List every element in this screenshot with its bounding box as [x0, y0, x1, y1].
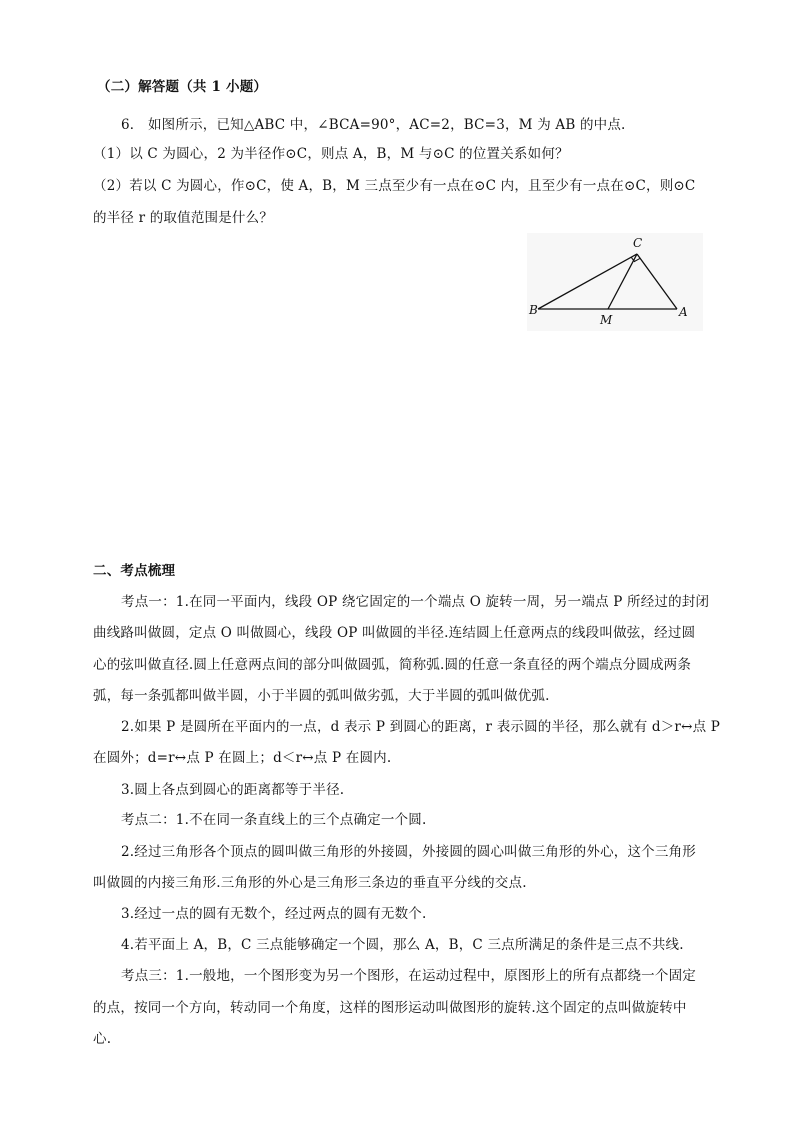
kp3-line-2: 的点，按同一个方向，转动同一个角度，这样的图形运动叫做图形的旋转.这个固定的点叫做旋转中 — [93, 1000, 687, 1016]
kp2-line-5: 4.若平面上 A，B，C 三点能够确定一个圆，那么 A，B，C 三点所满足的条件是三点不共线. — [121, 937, 684, 953]
label-c: C — [633, 236, 643, 250]
kp1-line-4: 弧，每一条弧都叫做半圆，小于半圆的弧叫做劣弧，大于半圆的弧叫做优弧. — [93, 688, 550, 704]
label-a: A — [679, 305, 688, 319]
problem-6-part-1: （1）以 C 为圆心，2 为半径作⊙C，则点 A，B，M 与⊙C 的位置关系如何？ — [93, 146, 569, 162]
kp1-line-7: 3.圆上各点到圆心的距离都等于半径. — [121, 782, 345, 798]
kp1-line-3: 心的弦叫做直径.圆上任意两点间的部分叫做圆弧，简称弧.圆的任意一条直径的两个端点分圆成两条 — [93, 657, 692, 673]
section-heading-key-points: 二、考点梳理 — [93, 563, 176, 579]
kp1-line-5: 2.如果 P 是圆所在平面内的一点，d 表示 P 到圆心的距离，r 表示圆的半径，那么就有 d＞r↔点 P — [121, 719, 721, 735]
kp1-line-6: 在圆外；d=r↔点 P 在圆上；d＜r↔点 P 在圆内. — [93, 750, 392, 766]
label-m: M — [600, 313, 613, 327]
kp1-line-2: 曲线路叫做圆，定点 O 叫做圆心，线段 OP 叫做圆的半径.连结圆上任意两点的线段叫做弦，经过圆 — [93, 625, 696, 641]
problem-6-part-2-line-2: 的半径 r 的取值范围是什么？ — [93, 210, 274, 226]
kp2-line-4: 3.经过一点的圆有无数个，经过两点的圆有无数个. — [121, 906, 427, 922]
kp2-line-1: 考点二：1.不在同一条直线上的三个点确定一个圆. — [121, 812, 427, 828]
kp2-line-3: 叫做圆的内接三角形.三角形的外心是三角形三条边的垂直平分线的交点. — [93, 875, 527, 891]
kp3-line-1: 考点三：1.一般地，一个图形变为另一个图形，在运动过程中，原图形上的所有点都绕一个固定 — [121, 968, 696, 984]
problem-6-part-2-line-1: （2）若以 C 为圆心，作⊙C，使 A，B，M 三点至少有一点在⊙C 内，且至少有一点在⊙C，则⊙C — [93, 178, 696, 194]
kp3-line-3: 心. — [93, 1031, 112, 1047]
kp2-line-2: 2.经过三角形各个顶点的圆叫做三角形的外接圆，外接圆的圆心叫做三角形的外心，这个三角形 — [121, 844, 696, 860]
section-heading-answer-questions: （二）解答题（共 1 小题） — [97, 79, 268, 95]
kp1-line-1: 考点一：1.在同一平面内，线段 OP 绕它固定的一个端点 O 旋转一周，另一端点 P 所经过的封闭 — [121, 594, 710, 610]
triangle-diagram — [527, 233, 703, 331]
problem-6-statement: 6． 如图所示，已知△ABC 中，∠BCA=90°，AC=2，BC=3，M 为 AB 的中点. — [121, 117, 626, 133]
label-b: B — [529, 303, 538, 317]
triangle-figure — [527, 233, 703, 331]
segment-ca — [637, 254, 677, 309]
